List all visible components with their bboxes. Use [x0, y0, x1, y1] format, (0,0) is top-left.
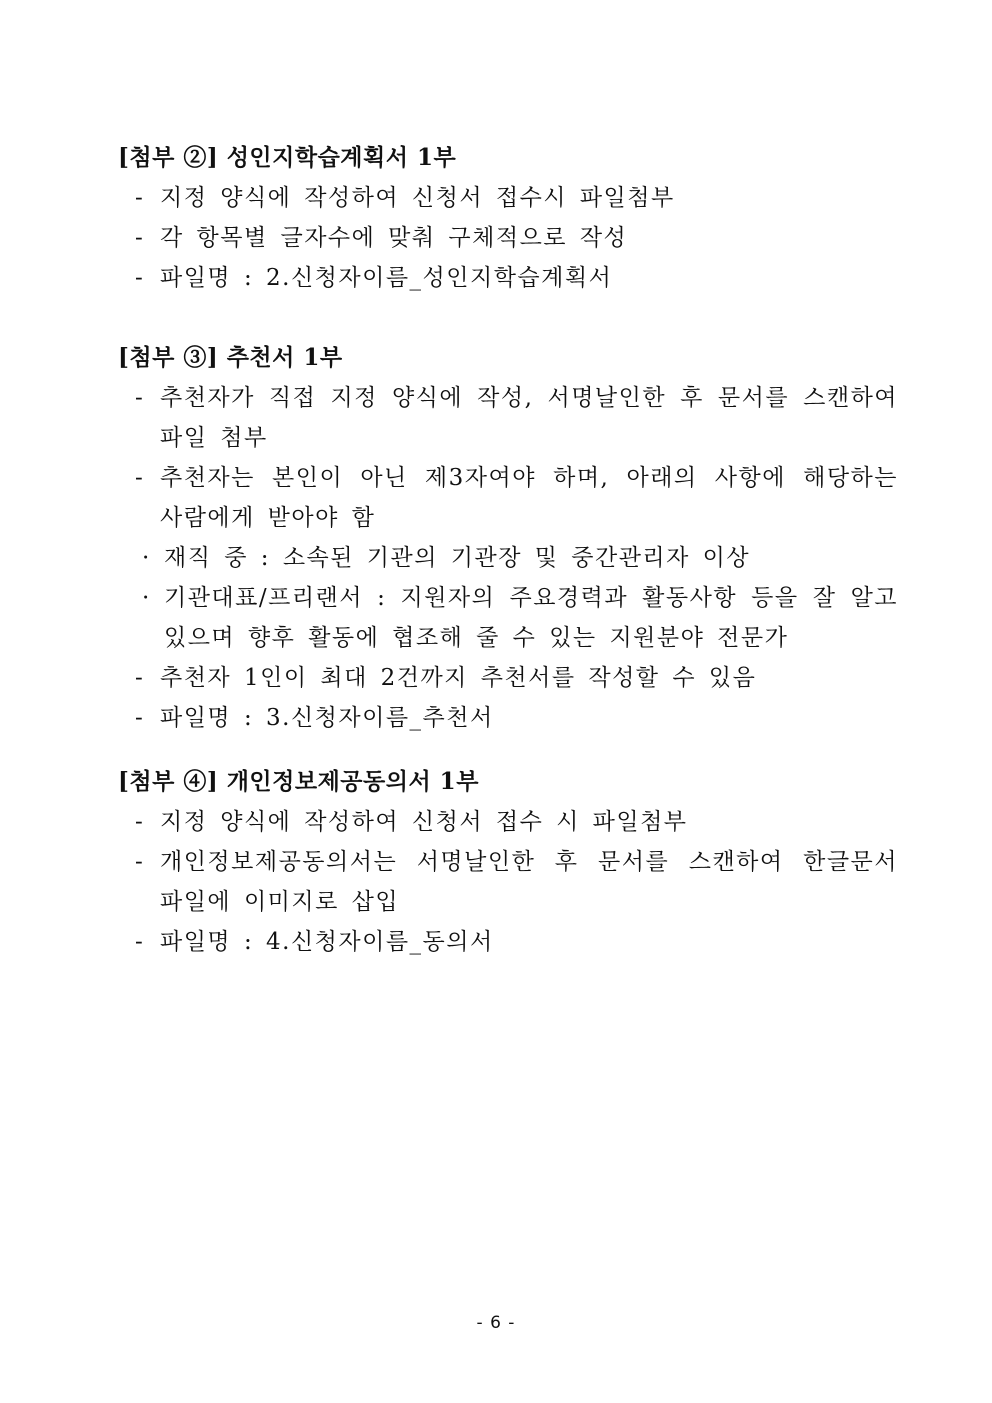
attachment-3-heading: [첨부 ③] 추천서 1부: [118, 344, 343, 371]
attachment-4-item-3: - 파일명 : 4.신청자이름_동의서: [118, 922, 898, 962]
attachment-3-item-1: - 추천자가 직접 지정 양식에 작성, 서명날인한 후 문서를 스캔하여 파일 첨부: [118, 378, 898, 458]
attachment-4-item-2: - 개인정보제공동의서는 서명날인한 후 문서를 스캔하여 한글문서 파일에 이미지로 삽입: [118, 842, 898, 922]
attachment-4-section: [118, 762, 898, 962]
attachment-2-item-1: - 지정 양식에 작성하여 신청서 접수시 파일첨부: [118, 178, 898, 218]
attachment-3-item-2: - 추천자는 본인이 아닌 제3자여야 하며, 아래의 사항에 해당하는 사람에게 받아야 함: [118, 458, 898, 538]
attachment-2-heading: [첨부 ②] 성인지학습계획서 1부: [118, 144, 457, 171]
attachment-3-item-4: - 파일명 : 3.신청자이름_추천서: [118, 698, 898, 738]
attachment-2-item-3: - 파일명 : 2.신청자이름_성인지학습계획서: [118, 258, 898, 298]
attachment-3-subitem-2: · 기관대표/프리랜서 : 지원자의 주요경력과 활동사항 등을 잘 알고 있으며 향후 활동에 협조해 줄 수 있는 지원분야 전문가: [118, 578, 898, 658]
attachment-3-subitem-1: · 재직 중 : 소속된 기관의 기관장 및 중간관리자 이상: [118, 538, 898, 578]
attachment-4-item-1: - 지정 양식에 작성하여 신청서 접수 시 파일첨부: [118, 802, 898, 842]
attachment-4-heading: [첨부 ④] 개인정보제공동의서 1부: [118, 768, 479, 795]
attachment-2-item-2: - 각 항목별 글자수에 맞춰 구체적으로 작성: [118, 218, 898, 258]
attachment-2-section: [118, 138, 898, 298]
attachment-3-item-3: - 추천자 1인이 최대 2건까지 추천서를 작성할 수 있음: [118, 658, 898, 698]
attachment-3-section: [118, 338, 898, 738]
page-number: - 6 -: [476, 1313, 516, 1333]
